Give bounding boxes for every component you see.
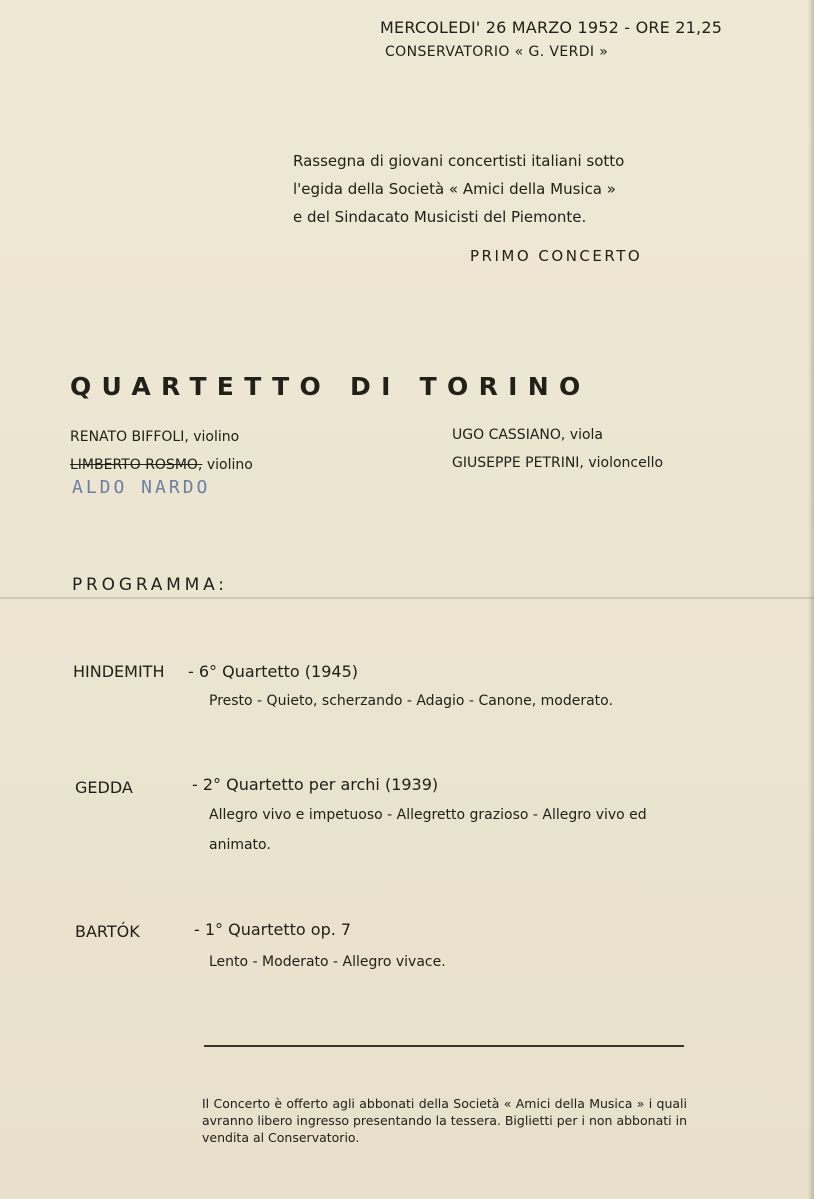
member-cello (452, 455, 663, 471)
composer-name: BARTÓK (75, 922, 140, 941)
member-name: GIUSEPPE PETRINI, (452, 455, 584, 471)
footer-note: Il Concerto è offerto agli abbonati della Società « Amici della Musica » i quali avranno libero ingresso presentando la tessera. Biglietti per i non abbonati in vendita al Conservatorio. (202, 1096, 687, 1145)
paper-edge-shadow (808, 0, 814, 1199)
concert-number-label: PRIMO CONCERTO (470, 247, 643, 265)
member-second-violin (70, 457, 253, 473)
work-title: - 6° Quartetto (1945) (188, 662, 358, 681)
work-movements: Allegro vivo e impetuoso - Allegretto grazioso - Allegro vivo ed animato. (209, 807, 647, 853)
paper-fold-line (0, 597, 814, 599)
intro-line: e del Sindacato Musicisti del Piemonte. (293, 208, 587, 226)
program-heading: PROGRAMMA: (72, 575, 228, 595)
member-viola (452, 427, 603, 443)
member-instrument: violino (188, 429, 240, 445)
work-movements: Lento - Moderato - Allegro vivace. (209, 954, 446, 970)
member-name: UGO CASSIANO, (452, 427, 566, 443)
work-title: - 1° Quartetto op. 7 (194, 920, 352, 939)
member-instrument: violino (202, 457, 253, 473)
member-instrument: viola (565, 427, 604, 443)
member-name-struck-out: LIMBERTO ROSMO, (70, 457, 203, 473)
concert-date-time: MERCOLEDI' 26 MARZO 1952 - ORE 21,25 (380, 18, 723, 37)
intro-line: Rassegna di giovani concertisti italiani sotto (293, 152, 625, 170)
composer-name: GEDDA (75, 778, 133, 797)
work-title: - 2° Quartetto per archi (1939) (192, 775, 439, 794)
member-instrument: violoncello (583, 455, 664, 471)
work-movements: Presto - Quieto, scherzando - Adagio - Canone, moderato. (209, 693, 613, 709)
member-first-violin (70, 429, 239, 445)
section-divider (204, 1045, 684, 1047)
ensemble-title: QUARTETTO DI TORINO (70, 372, 591, 401)
concert-venue: CONSERVATORIO « G. VERDI » (385, 44, 609, 60)
intro-line: l'egida della Società « Amici della Musica » (293, 180, 616, 198)
handwritten-name-correction: ALDO NARDO (72, 477, 211, 498)
composer-name: HINDEMITH (73, 662, 165, 681)
member-name: RENATO BIFFOLI, (70, 429, 189, 445)
intro-paragraph (293, 147, 624, 231)
